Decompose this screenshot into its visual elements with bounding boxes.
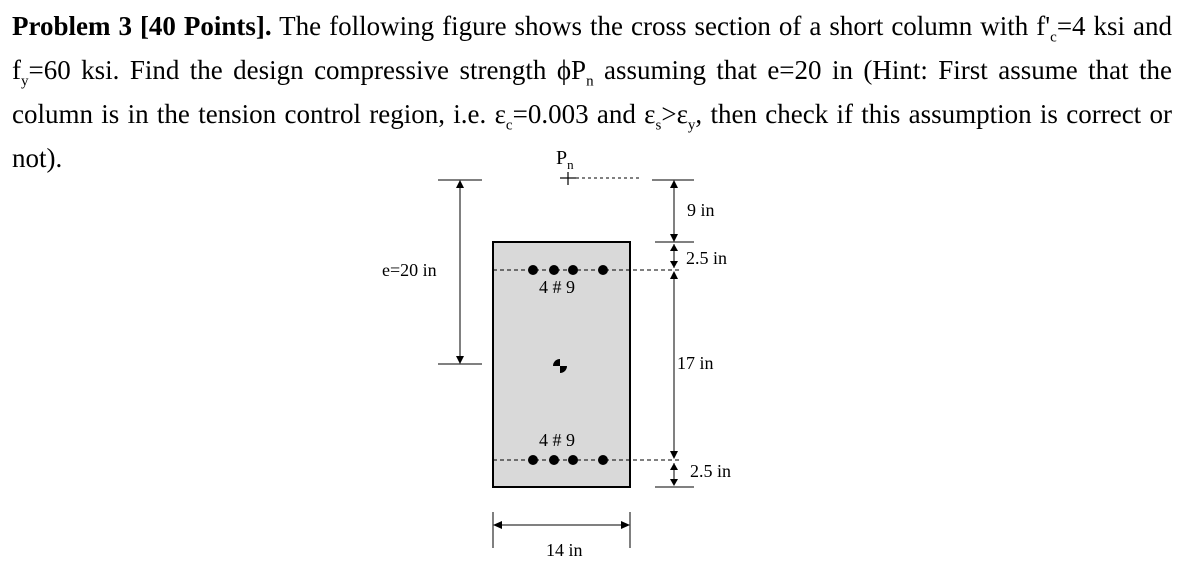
problem-text-4: assuming that e=20 in (Hint: First assume that the column is in the tension control region, i.e. ε xyxy=(12,54,1172,129)
ecc-arrow-top xyxy=(456,180,464,188)
problem-text-2: =4 ksi and f xyxy=(12,11,1172,85)
width-label: 14 in xyxy=(546,540,583,560)
problem-text-7: , then check if this assumption is correct or not). xyxy=(12,98,1172,173)
eccentricity-label: e=20 in xyxy=(382,260,437,280)
sub-c-2: c xyxy=(505,117,513,134)
bottom-bars-label: 4 # 9 xyxy=(539,430,575,450)
top-bars-label: 4 # 9 xyxy=(539,277,575,297)
rebar-top-1 xyxy=(528,265,538,275)
rebar-top-4 xyxy=(598,265,608,275)
sub-y-1: y xyxy=(21,73,29,90)
dim-17in-label: 17 in xyxy=(677,353,714,373)
dim-2-5in-bottom-label: 2.5 in xyxy=(690,461,732,481)
dim-2-5in-top-arrow-up xyxy=(670,244,678,251)
dim-9in-arrow-bottom xyxy=(670,234,678,242)
problem-text-6: >ε xyxy=(661,98,688,129)
dim-9in-label: 9 in xyxy=(687,200,715,220)
ecc-arrow-bottom xyxy=(456,356,464,364)
width-arrow-left xyxy=(493,521,502,529)
problem-text-5: =0.003 and ε xyxy=(512,98,656,129)
problem-text-1: The following figure shows the cross section of a short column with f' xyxy=(271,11,1051,41)
width-arrow-right xyxy=(621,521,630,529)
dim-2-5in-top-arrow-down xyxy=(670,261,678,268)
dim-9in-arrow-top xyxy=(670,180,678,188)
dim-2-5in-top-label: 2.5 in xyxy=(686,248,728,268)
problem-text-3: =60 ksi. Find the design compressive strength ϕP xyxy=(28,54,587,85)
sub-c-1: c xyxy=(1050,29,1057,46)
rebar-top-3 xyxy=(568,265,578,275)
sub-y-2: y xyxy=(687,117,696,134)
dim-17in-arrow-bottom xyxy=(670,451,678,459)
sub-s: s xyxy=(655,117,662,134)
rebar-top-2 xyxy=(549,265,559,275)
rebar-bottom-3 xyxy=(568,455,578,465)
rebar-bottom-4 xyxy=(598,455,608,465)
rebar-bottom-1 xyxy=(528,455,538,465)
load-label: $P_n$ xyxy=(556,147,574,172)
dim-2-5in-bottom-arrow-up xyxy=(670,463,678,470)
sub-n: n xyxy=(586,73,594,90)
problem-heading: Problem 3 [40 Points]. xyxy=(12,11,272,41)
rebar-bottom-2 xyxy=(549,455,559,465)
dim-2-5in-bottom-arrow-down xyxy=(670,479,678,486)
